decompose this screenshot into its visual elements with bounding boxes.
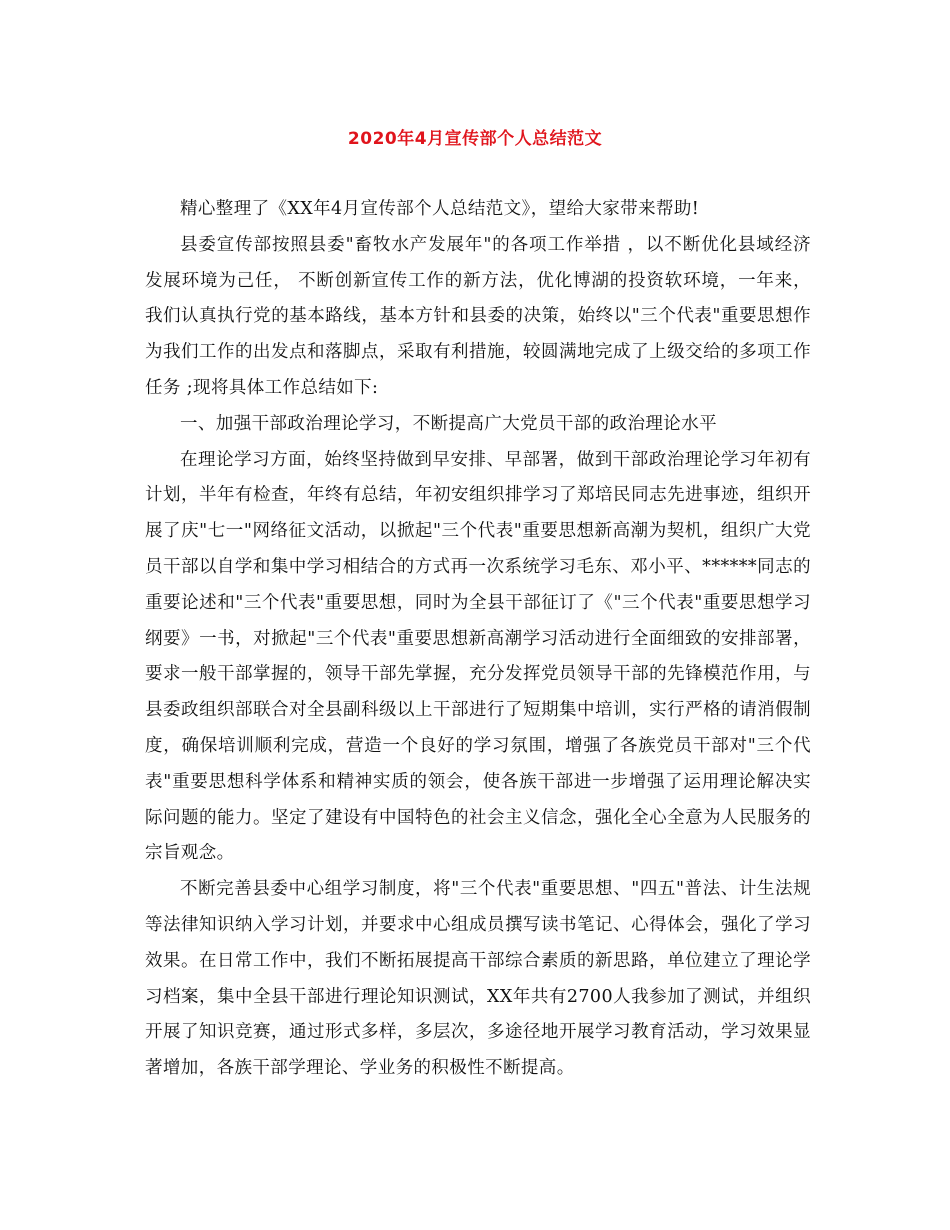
paragraph-intro: 精心整理了《XX年4月宣传部个人总结范文》，望给大家带来帮助! <box>180 199 700 219</box>
paragraph-overview: 县委宣传部按照县委"畜牧水产发展年"的各项工作举措 ，以不断优化县域经济发展环境为己任， 不断创新宣传工作的新方法，优化博湖的投资软环境，一年来，我们认真执行党的基本路线，基本方针和县委的决策，始终以"三个代表"重要思想作为我们工作的出发点和落脚点，采取有利措施，较圆满地完成了上级交给的多项工作任务 ;现将具体工作总结如下: <box>145 234 811 398</box>
section-heading-1: 一、加强干部政治理论学习，不断提高广大党员干部的政治理论水平 <box>180 413 717 434</box>
paragraph-theory-study: 在理论学习方面，始终坚持做到早安排、早部署，做到干部政治理论学习年初有计划，半年有检查，年终有总结，年初安组织排学习了郑培民同志先进事迹，组织开展了庆"七一"网络征文活动，以掀起"三个代表"重要思想新高潮为契机，组织广大党员干部以自学和集中学习相结合的方式再一次系统学习毛东、邓小平、******同志的重要论述和"三个代表"重要思想，同时为全县干部征订了《"三个代表"重要思想学习纲要》一书，对掀起"三个代表"重要思想新高潮学习活动进行全面细致的安排部署，要求一般干部掌握的，领导干部先掌握，充分发挥党员领导干部的先锋模范作用，与县委政组织部联合对全县副科级以上干部进行了短期集中培训，实行严格的请消假制度，确保培训顺利完成，营造一个良好的学习氛围，增强了各族党员干部对"三个代表"重要思想科学体系和精神实质的领会，使各族干部进一步增强了运用理论解决实际问题的能力。坚定了建设有中国特色的社会主义信念，强化全心全意为人民服务的宗旨观念。 <box>145 449 811 864</box>
document-body <box>145 192 811 1087</box>
paragraph-center-group: 不断完善县委中心组学习制度，将"三个代表"重要思想、"四五"普法、计生法规等法律知识纳入学习计划，并要求中心组成员撰写读书笔记、心得体会，强化了学习效果。在日常工作中，我们不断拓展提高干部综合素质的新思路，单位建立了理论学习档案，集中全县干部进行理论知识测试，XX年共有2700人我参加了测试，并组织开展了知识竞赛，通过形式多样，多层次，多途径地开展学习教育活动，学习效果显著增加，各族干部学理论、学业务的积极性不断提高。 <box>145 879 811 1079</box>
document-title: 2020年4月宣传部个人总结范文 <box>347 129 603 149</box>
